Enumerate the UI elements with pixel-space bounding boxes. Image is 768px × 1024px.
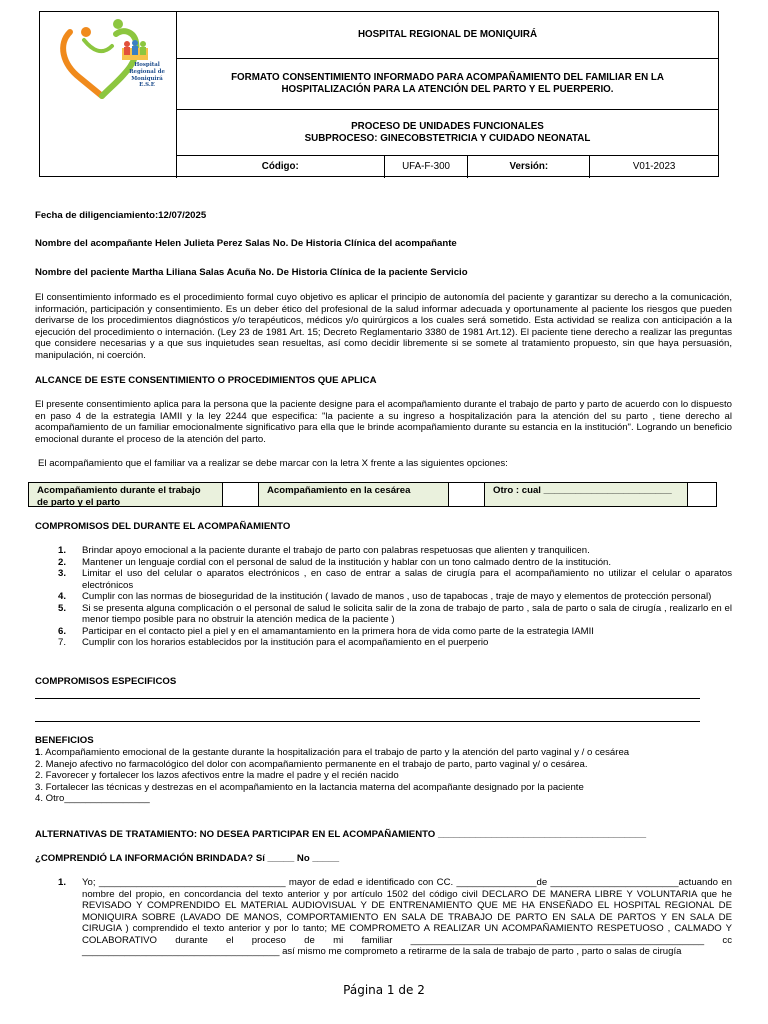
logo-cell xyxy=(40,12,177,178)
item-number: 2. xyxy=(58,556,67,568)
item-number: 4. xyxy=(58,591,67,602)
item-number: 3 xyxy=(35,781,41,793)
list-item xyxy=(58,603,732,626)
option-cesarean-mark[interactable] xyxy=(449,483,485,506)
item-text: Participar en el contacto piel a piel y en el amamantamiento en la primera hora de vida como parte de la estrategia IAMII xyxy=(82,625,594,637)
list-item xyxy=(35,770,732,782)
list-item xyxy=(35,782,732,794)
benefits-list xyxy=(35,747,732,805)
item-number: 6. xyxy=(58,625,67,637)
list-item xyxy=(35,759,732,771)
date-line: Fecha de diligenciamiento:12/07/2025 xyxy=(35,210,207,221)
understood-line: ¿COMPRENDIÓ LA INFORMACIÓN BRINDADA? Sí _____ No _____ xyxy=(35,853,340,864)
list-item xyxy=(35,747,732,759)
list-item xyxy=(58,557,732,569)
list-item xyxy=(58,545,732,557)
scope-instruction: El acompañamiento que el familiar va a realizar se debe marcar con la letra X frente a las siguientes opciones: xyxy=(38,458,508,469)
scope-paragraph: El presente consentimiento aplica para la persona que la paciente designe para el acompañamiento durante el trabajo de parto y parto de acuerdo con lo dispuesto en paso 4 de la estrategia IAMII y la ley 2244 que especifica: "la paciente a su ingreso a hospitalización para la atención del su parto , tiene derecho al acompañamiento de un familiar emocionalmente significativo para ella que le brinde acompañamiento durante su estancia en la institución". Logrando un beneficio emocional durante el proceso de la atención del parto. xyxy=(35,399,732,445)
option-labor-mark[interactable] xyxy=(223,483,259,506)
item-text: Cumplir con los horarios establecidos por la institución para el acompañamiento en el puerperio xyxy=(82,637,489,648)
item-number: 3. xyxy=(58,568,67,579)
item-text: Mantener un lenguaje cordial con el personal de salud de la institución y hablar con un tono calmado dentro de la institución. xyxy=(82,556,612,568)
item-number: 7. xyxy=(58,637,67,648)
logo-line-1: Hospital xyxy=(134,62,160,68)
item-number: 2 xyxy=(35,758,41,770)
list-item xyxy=(35,793,732,805)
item-text: . Fortalecer las técnicas y destrezas en el acompañamiento en la lactancia materna del acompañante designado por la paciente xyxy=(40,781,584,793)
option-other-label: Otro : cual ________________________ xyxy=(485,483,688,506)
item-number: 5. xyxy=(58,602,67,614)
item-number: 1. xyxy=(58,545,67,556)
list-item xyxy=(58,877,732,958)
scope-title: ALCANCE DE ESTE CONSENTIMIENTO O PROCEDIMIENTOS QUE APLICA xyxy=(35,375,377,386)
format-title xyxy=(177,59,718,110)
benefits-title: BENEFICIOS xyxy=(35,735,94,746)
option-cesarean-label: Acompañamiento en la cesárea xyxy=(259,483,449,506)
item-text: Si se presenta alguna complicación o el personal de salud le solicita salir de la zona de trabajo de parto , sala de parto o sala de cirugía , realizarlo en el menor tiempo posible para no obstruir la atención medica de la paciente ) xyxy=(82,602,732,625)
alternatives-line: ALTERNATIVAS DE TRATAMIENTO: NO DESEA PARTICIPAR EN EL ACOMPAÑAMIENTO _______________________________________ xyxy=(35,829,647,840)
item-number: 1 xyxy=(35,747,41,758)
option-labor-label: Acompañamiento durante el trabajo de parto y el parto xyxy=(29,483,223,506)
declaration-text: Yo; ___________________________________ mayor de edad e identificado con CC. _______________de ________________________actuando en nombre del propio, en concordancia del texto anterior y por artículo 1502 del código civil DECLARO DE MANERA LIBRE Y VOLUNTARIA que he REVISADO Y COMPRENDIDO EL MATERIAL AUDIOVISUAL Y DE ENTRENAMIENTO QUE ME HA ENSEÑADO EL HOSPITAL REGIONAL DE MONIQUIRA SOBRE (LAVADO DE MANOS, COMPORTAMIENTO EN SALA DE TRABAJO DE PARTO EN SALA DE PARTOS Y EN SALA DE CIRUGIA ) comprendido el texto anterior y por lo tanto; ME COMPROMETO A REALIZAR UN ACOMPAÑAMIENTO RESPETUOSO , CALMADO Y COLABORATIVO durante el proceso de mi familiar _______________________________________________________ cc _____________________________________ así mismo me comprometo a retirarme de la sala de trabajo de parto , parto o salas de cirugía xyxy=(82,877,732,957)
commitments-title: COMPROMISOS DEL DURANTE EL ACOMPAÑAMIENTO xyxy=(35,521,291,532)
specific-title: COMPROMISOS ESPECIFICOS xyxy=(35,676,177,687)
option-other-mark[interactable] xyxy=(688,483,716,506)
item-text: . Manejo afectivo no farmacológico del dolor con acompañamiento permanente en el trabajo de parto, parto vaginal y/ o cesárea. xyxy=(40,758,588,770)
item-number: 1. xyxy=(58,877,67,888)
logo-line-3: Moniquirá xyxy=(131,75,163,82)
process-line: PROCESO DE UNIDADES FUNCIONALES xyxy=(351,120,544,132)
options-table xyxy=(28,482,717,507)
logo-line-2: Regional de xyxy=(129,68,165,75)
page-number: Página 1 de 2 xyxy=(343,983,425,997)
hospital-name-text: HOSPITAL REGIONAL DE MONIQUIRÁ xyxy=(357,29,538,41)
item-text: Cumplir con las normas de bioseguridad de la institución ( lavado de manos , uso de tapabocas , traje de mayo y elementos de protección personal) xyxy=(82,591,712,602)
item-text: . Favorecer y fortalecer los lazos afectivos entre la madre el padre y el recién nacido xyxy=(40,770,399,781)
version-value: V01-2023 xyxy=(632,161,676,173)
list-item xyxy=(58,626,732,638)
declaration-list xyxy=(58,877,732,958)
item-text: . Otro________________ xyxy=(40,793,150,804)
process-title xyxy=(177,110,718,156)
code-label: Código: xyxy=(177,156,385,178)
item-number: 2 xyxy=(35,770,41,781)
item-number: 4 xyxy=(35,793,41,804)
commitments-list xyxy=(58,545,732,649)
hospital-name xyxy=(177,12,718,59)
patient-line: Nombre del paciente Martha Liliana Salas Acuña No. De Historia Clínica de la paciente Servicio xyxy=(35,267,468,278)
subprocess-line: SUBPROCESO: GINECOBSTETRICIA Y CUIDADO NEONATAL xyxy=(304,132,591,144)
header-table xyxy=(39,11,719,177)
format-title-line-2: HOSPITALIZACIÓN PARA LA ATENCIÓN DEL PARTO Y EL PUERPERIO. xyxy=(281,84,614,95)
intro-paragraph: El consentimiento informado es el procedimiento formal cuyo objetivo es aplicar el principio de autonomía del paciente y garantizar su derecho a la comunicación, información, participación y consentimiento. Es un deber ético del profesional de la salud informar adecuada y oportunamente al paciente los riesgos que pueden derivarse de los procedimientos diagnósticos y/o terapéuticos, médicos y/o quirúrgicos a los cuales será sometido. Esta actividad se realiza con anticipación a la ejecución del procedimiento o internación. (Ley 23 de 1981 Art. 15; Decreto Reglamentario 3380 de 1981 Art.12). El paciente tiene derecho a realizar las preguntas que considere necesarias y a que sus inquietudes sean resueltas, así como decidir libremente si se somete al tratamiento propuesto, sin que haya persuasión, manipulación, ni coerción. xyxy=(35,292,732,361)
code-version-row xyxy=(177,156,718,178)
specific-line-1[interactable] xyxy=(35,698,700,699)
logo-line-4: E.S.E xyxy=(139,82,155,89)
format-title-line-1: FORMATO CONSENTIMIENTO INFORMADO PARA ACOMPAÑAMIENTO DEL FAMILIAR EN LA xyxy=(231,72,664,84)
list-item xyxy=(58,591,732,603)
list-item xyxy=(58,637,732,649)
item-text: Brindar apoyo emocional a la paciente durante el trabajo de parto con palabras respetuosas que alienten y tranquilicen. xyxy=(82,545,590,556)
item-text: Limitar el uso del celular o aparatos electrónicos , en caso de entrar a salas de cirugía para el acompañamiento no utilizar el celular o aparatos electrónicos xyxy=(82,568,732,591)
specific-line-2[interactable] xyxy=(35,721,700,722)
companion-line: Nombre del acompañante Helen Julieta Perez Salas No. De Historia Clínica del acompañante xyxy=(35,238,457,249)
code-value: UFA-F-300 xyxy=(385,156,469,178)
version-label: Versión: xyxy=(468,156,590,178)
item-text: . Acompañamiento emocional de la gestante durante la hospitalización para el trabajo de parto y la atención del parto vaginal y / o cesárea xyxy=(40,747,630,758)
logo-text xyxy=(120,62,174,89)
list-item xyxy=(58,568,732,591)
